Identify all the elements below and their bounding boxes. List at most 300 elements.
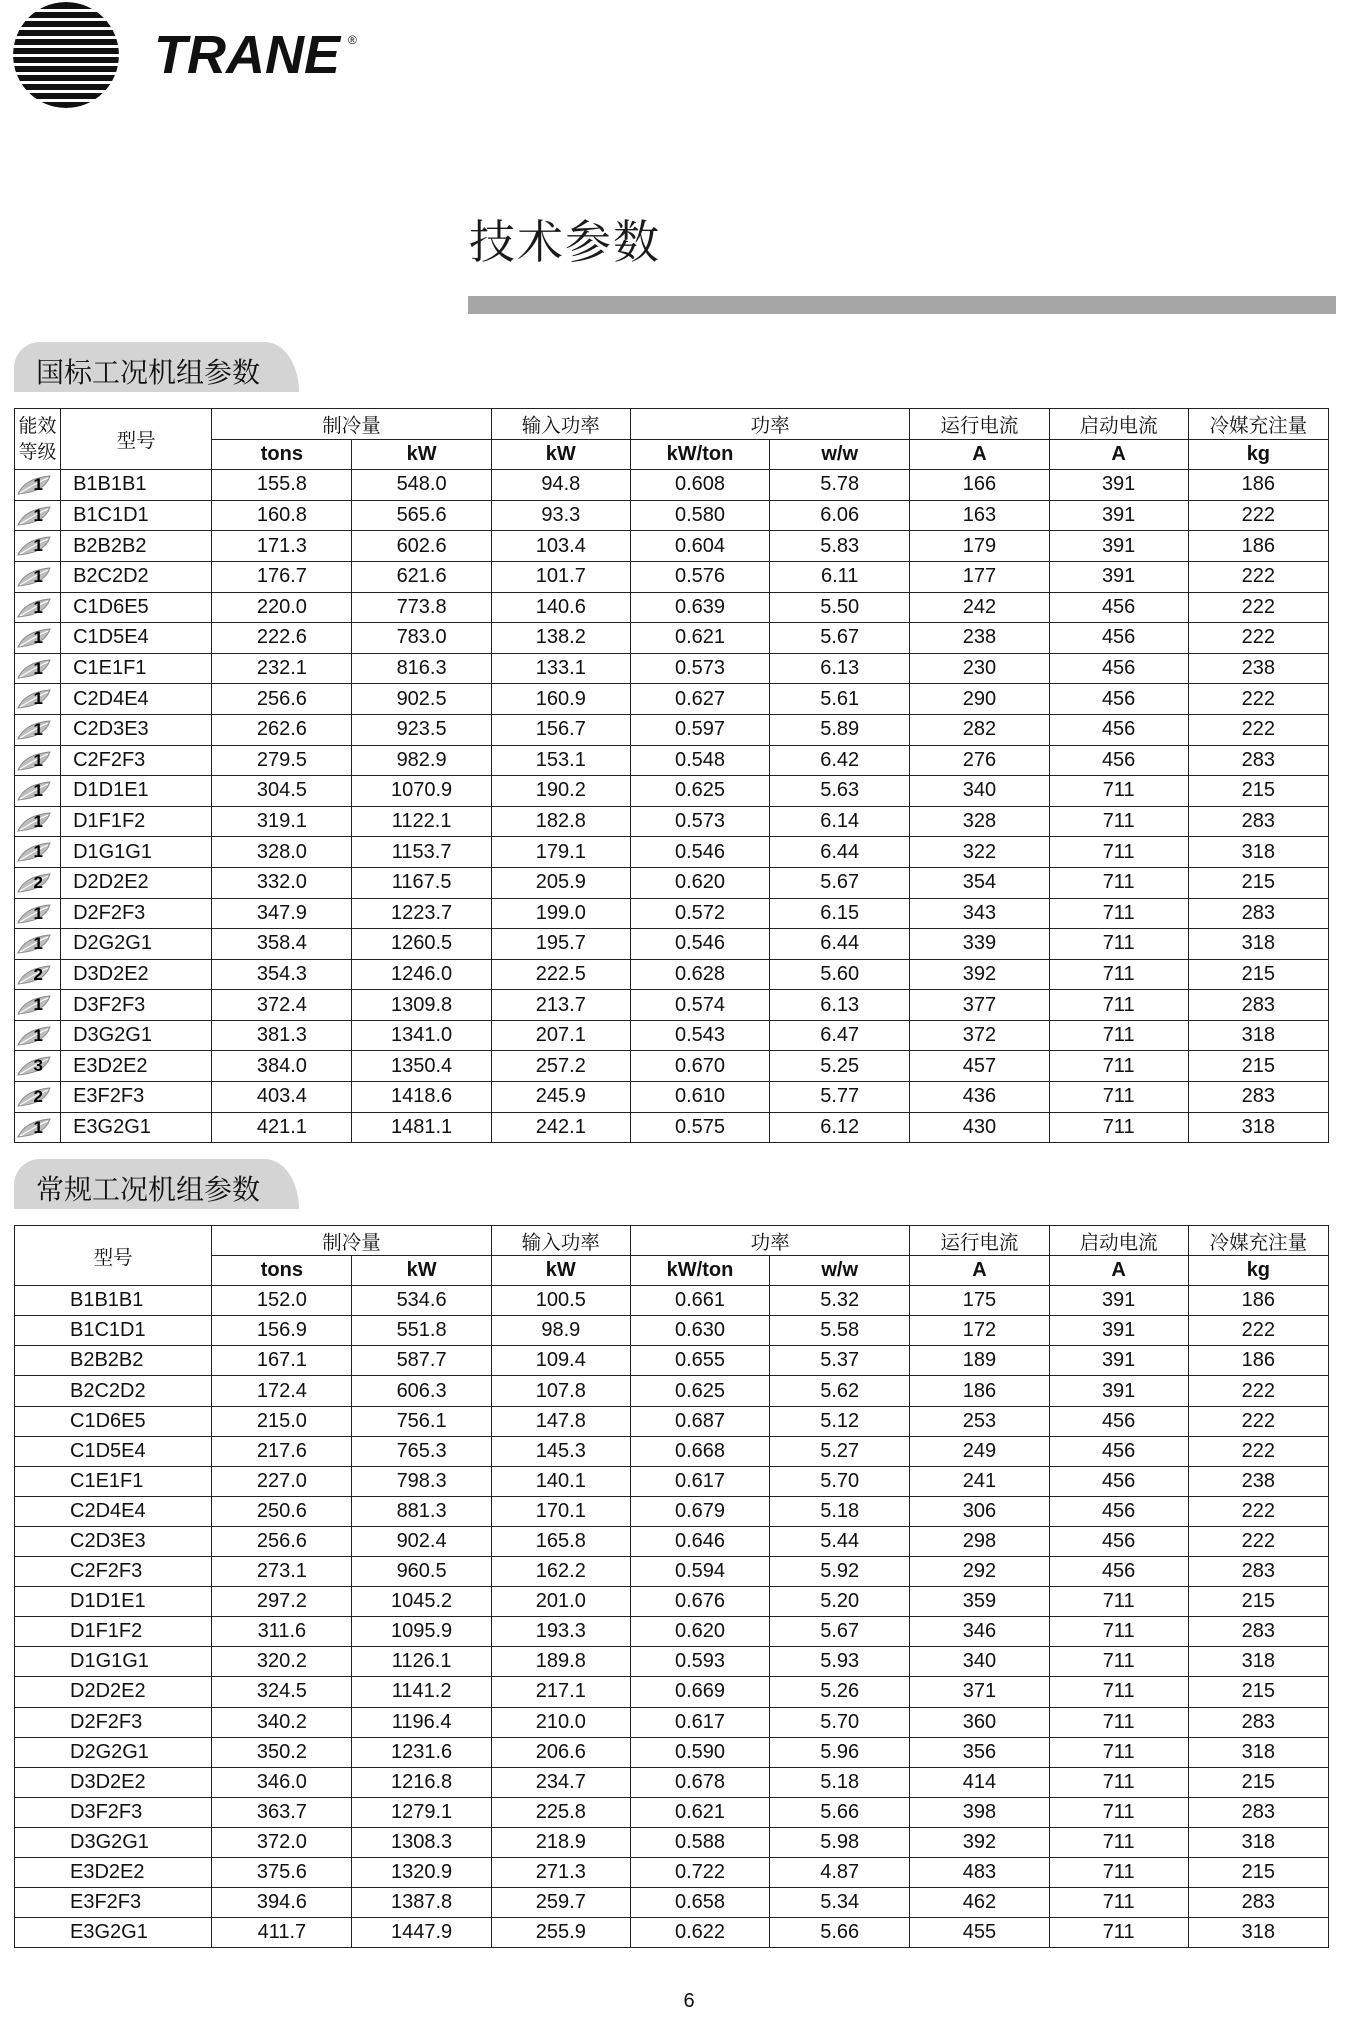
model-cell: E3F2F3 bbox=[61, 1082, 212, 1113]
value-cell: 456 bbox=[1049, 1466, 1188, 1496]
value-cell: 5.66 bbox=[770, 1797, 910, 1827]
table-row bbox=[15, 1376, 1329, 1406]
value-cell: 0.594 bbox=[630, 1557, 769, 1587]
section-title: 常规工况机组参数 bbox=[36, 1173, 261, 1206]
value-cell: 5.67 bbox=[770, 867, 910, 898]
value-cell: 392 bbox=[910, 959, 1049, 990]
value-cell: 242 bbox=[910, 592, 1049, 623]
value-cell: 189 bbox=[910, 1346, 1049, 1376]
value-cell: 283 bbox=[1188, 1082, 1328, 1113]
value-cell: 1167.5 bbox=[352, 867, 491, 898]
value-cell: 241 bbox=[910, 1466, 1049, 1496]
energy-grade-number: 2 bbox=[33, 1087, 43, 1107]
model-cell: D1G1G1 bbox=[61, 837, 212, 868]
value-cell: 0.676 bbox=[630, 1587, 769, 1617]
value-cell: 356 bbox=[910, 1737, 1049, 1767]
table-row bbox=[15, 898, 1329, 929]
value-cell: 375.6 bbox=[212, 1857, 352, 1887]
value-cell: 340.2 bbox=[212, 1707, 352, 1737]
table-row bbox=[15, 470, 1329, 501]
value-cell: 5.77 bbox=[770, 1082, 910, 1113]
energy-grade-badge bbox=[16, 689, 60, 709]
value-cell: 6.06 bbox=[770, 500, 910, 531]
value-cell: 6.11 bbox=[770, 561, 910, 592]
value-cell: 1070.9 bbox=[352, 776, 491, 807]
value-cell: 5.44 bbox=[770, 1526, 910, 1556]
unit-header: w/w bbox=[770, 439, 910, 470]
value-cell: 1309.8 bbox=[352, 990, 491, 1021]
energy-grade-badge bbox=[16, 842, 60, 862]
value-cell: 222 bbox=[1188, 684, 1328, 715]
value-cell: 217.6 bbox=[212, 1436, 352, 1466]
value-cell: 311.6 bbox=[212, 1617, 352, 1647]
value-cell: 456 bbox=[1049, 684, 1188, 715]
grade-cell bbox=[15, 561, 61, 592]
value-cell: 215 bbox=[1188, 1857, 1328, 1887]
value-cell: 155.8 bbox=[212, 470, 352, 501]
value-cell: 0.588 bbox=[630, 1827, 769, 1857]
value-cell: 190.2 bbox=[491, 776, 630, 807]
model-cell: D3D2E2 bbox=[61, 959, 212, 990]
model-cell: D2D2E2 bbox=[15, 1677, 212, 1707]
value-cell: 391 bbox=[1049, 561, 1188, 592]
value-cell: 398 bbox=[910, 1797, 1049, 1827]
energy-grade-number: 1 bbox=[33, 475, 43, 495]
model-cell: D1F1F2 bbox=[61, 806, 212, 837]
grade-cell bbox=[15, 1020, 61, 1051]
value-cell: 227.0 bbox=[212, 1466, 352, 1496]
table-row bbox=[15, 1286, 1329, 1316]
table-row bbox=[15, 714, 1329, 745]
value-cell: 276 bbox=[910, 745, 1049, 776]
value-cell: 5.58 bbox=[770, 1316, 910, 1346]
value-cell: 0.580 bbox=[630, 500, 769, 531]
value-cell: 318 bbox=[1188, 1020, 1328, 1051]
unit-header: A bbox=[910, 1256, 1049, 1286]
energy-grade-number: 1 bbox=[33, 628, 43, 648]
value-cell: 156.7 bbox=[491, 714, 630, 745]
header-efficiency: 功率 bbox=[630, 409, 909, 440]
model-cell: E3G2G1 bbox=[61, 1112, 212, 1143]
model-cell: D1G1G1 bbox=[15, 1647, 212, 1677]
value-cell: 1141.2 bbox=[352, 1677, 491, 1707]
section-tab-regular-condition bbox=[14, 1159, 299, 1209]
value-cell: 0.621 bbox=[630, 623, 769, 654]
value-cell: 179 bbox=[910, 531, 1049, 562]
value-cell: 230 bbox=[910, 653, 1049, 684]
value-cell: 222 bbox=[1188, 1376, 1328, 1406]
value-cell: 960.5 bbox=[352, 1557, 491, 1587]
unit-header: A bbox=[1049, 439, 1188, 470]
header-refrigerant: 冷媒充注量 bbox=[1188, 409, 1328, 440]
table-row bbox=[15, 806, 1329, 837]
value-cell: 133.1 bbox=[491, 653, 630, 684]
value-cell: 5.32 bbox=[770, 1286, 910, 1316]
table-row bbox=[15, 1496, 1329, 1526]
value-cell: 156.9 bbox=[212, 1316, 352, 1346]
value-cell: 1308.3 bbox=[352, 1827, 491, 1857]
model-cell: D2F2F3 bbox=[61, 898, 212, 929]
energy-grade-badge bbox=[16, 751, 60, 771]
table-row bbox=[15, 1526, 1329, 1556]
model-cell: B1C1D1 bbox=[61, 500, 212, 531]
model-cell: D2D2E2 bbox=[61, 867, 212, 898]
value-cell: 430 bbox=[910, 1112, 1049, 1143]
value-cell: 5.25 bbox=[770, 1051, 910, 1082]
value-cell: 0.604 bbox=[630, 531, 769, 562]
value-cell: 222 bbox=[1188, 1316, 1328, 1346]
value-cell: 283 bbox=[1188, 1797, 1328, 1827]
value-cell: 5.83 bbox=[770, 531, 910, 562]
table-row bbox=[15, 1316, 1329, 1346]
value-cell: 172 bbox=[910, 1316, 1049, 1346]
value-cell: 5.89 bbox=[770, 714, 910, 745]
energy-grade-badge bbox=[16, 628, 60, 648]
model-cell: B2B2B2 bbox=[15, 1346, 212, 1376]
grade-cell bbox=[15, 1112, 61, 1143]
value-cell: 215 bbox=[1188, 1051, 1328, 1082]
value-cell: 304.5 bbox=[212, 776, 352, 807]
value-cell: 215 bbox=[1188, 867, 1328, 898]
model-cell: E3D2E2 bbox=[61, 1051, 212, 1082]
value-cell: 262.6 bbox=[212, 714, 352, 745]
value-cell: 324.5 bbox=[212, 1677, 352, 1707]
table-row bbox=[15, 776, 1329, 807]
energy-grade-badge bbox=[16, 934, 60, 954]
value-cell: 5.93 bbox=[770, 1647, 910, 1677]
value-cell: 165.8 bbox=[491, 1526, 630, 1556]
table-row bbox=[15, 1707, 1329, 1737]
value-cell: 394.6 bbox=[212, 1888, 352, 1918]
energy-grade-number: 1 bbox=[33, 566, 43, 586]
value-cell: 711 bbox=[1049, 1888, 1188, 1918]
value-cell: 283 bbox=[1188, 1707, 1328, 1737]
model-cell: D3F2F3 bbox=[15, 1797, 212, 1827]
value-cell: 297.2 bbox=[212, 1587, 352, 1617]
value-cell: 756.1 bbox=[352, 1406, 491, 1436]
value-cell: 0.722 bbox=[630, 1857, 769, 1887]
grade-cell bbox=[15, 959, 61, 990]
table-row bbox=[15, 531, 1329, 562]
energy-grade-badge bbox=[16, 506, 60, 526]
value-cell: 5.61 bbox=[770, 684, 910, 715]
value-cell: 1341.0 bbox=[352, 1020, 491, 1051]
value-cell: 215.0 bbox=[212, 1406, 352, 1436]
grade-cell bbox=[15, 837, 61, 868]
value-cell: 94.8 bbox=[491, 470, 630, 501]
header-input-power: 输入功率 bbox=[491, 1226, 630, 1256]
model-cell: C2D3E3 bbox=[61, 714, 212, 745]
energy-grade-badge bbox=[16, 720, 60, 740]
value-cell: 360 bbox=[910, 1707, 1049, 1737]
section-title: 国标工况机组参数 bbox=[36, 356, 261, 389]
value-cell: 256.6 bbox=[212, 684, 352, 715]
table-row bbox=[15, 623, 1329, 654]
value-cell: 273.1 bbox=[212, 1557, 352, 1587]
value-cell: 215 bbox=[1188, 1677, 1328, 1707]
model-cell: C1D6E5 bbox=[15, 1406, 212, 1436]
value-cell: 222 bbox=[1188, 1436, 1328, 1466]
value-cell: 5.12 bbox=[770, 1406, 910, 1436]
model-cell: D3G2G1 bbox=[61, 1020, 212, 1051]
value-cell: 0.593 bbox=[630, 1647, 769, 1677]
value-cell: 171.3 bbox=[212, 531, 352, 562]
header-cooling: 制冷量 bbox=[212, 409, 491, 440]
table-row bbox=[15, 653, 1329, 684]
value-cell: 421.1 bbox=[212, 1112, 352, 1143]
value-cell: 5.92 bbox=[770, 1557, 910, 1587]
table-row bbox=[15, 745, 1329, 776]
value-cell: 982.9 bbox=[352, 745, 491, 776]
energy-grade-badge bbox=[16, 1026, 60, 1046]
value-cell: 1260.5 bbox=[352, 929, 491, 960]
grade-cell bbox=[15, 623, 61, 654]
value-cell: 391 bbox=[1049, 470, 1188, 501]
grade-cell bbox=[15, 531, 61, 562]
value-cell: 318 bbox=[1188, 929, 1328, 960]
unit-header: kW bbox=[352, 439, 491, 470]
value-cell: 249 bbox=[910, 1436, 1049, 1466]
value-cell: 5.67 bbox=[770, 623, 910, 654]
value-cell: 391 bbox=[1049, 1376, 1188, 1406]
value-cell: 372.4 bbox=[212, 990, 352, 1021]
value-cell: 6.13 bbox=[770, 990, 910, 1021]
value-cell: 902.5 bbox=[352, 684, 491, 715]
value-cell: 283 bbox=[1188, 806, 1328, 837]
value-cell: 606.3 bbox=[352, 1376, 491, 1406]
table-row bbox=[15, 1677, 1329, 1707]
value-cell: 343 bbox=[910, 898, 1049, 929]
value-cell: 0.617 bbox=[630, 1466, 769, 1496]
value-cell: 217.1 bbox=[491, 1677, 630, 1707]
value-cell: 234.7 bbox=[491, 1767, 630, 1797]
value-cell: 923.5 bbox=[352, 714, 491, 745]
value-cell: 215 bbox=[1188, 1767, 1328, 1797]
model-cell: C1D5E4 bbox=[15, 1436, 212, 1466]
value-cell: 403.4 bbox=[212, 1082, 352, 1113]
value-cell: 222.5 bbox=[491, 959, 630, 990]
value-cell: 328.0 bbox=[212, 837, 352, 868]
table-row bbox=[15, 1767, 1329, 1797]
energy-grade-number: 1 bbox=[33, 903, 43, 923]
value-cell: 1126.1 bbox=[352, 1647, 491, 1677]
energy-grade-number: 1 bbox=[33, 934, 43, 954]
value-cell: 145.3 bbox=[491, 1436, 630, 1466]
value-cell: 0.669 bbox=[630, 1677, 769, 1707]
value-cell: 711 bbox=[1049, 1617, 1188, 1647]
header-grade: 能效等级 bbox=[15, 409, 61, 470]
value-cell: 0.610 bbox=[630, 1082, 769, 1113]
value-cell: 0.625 bbox=[630, 776, 769, 807]
energy-grade-badge bbox=[16, 598, 60, 618]
value-cell: 100.5 bbox=[491, 1286, 630, 1316]
value-cell: 1153.7 bbox=[352, 837, 491, 868]
value-cell: 257.2 bbox=[491, 1051, 630, 1082]
table-row bbox=[15, 592, 1329, 623]
energy-grade-number: 1 bbox=[33, 536, 43, 556]
value-cell: 189.8 bbox=[491, 1647, 630, 1677]
energy-grade-number: 2 bbox=[33, 872, 43, 892]
value-cell: 0.630 bbox=[630, 1316, 769, 1346]
value-cell: 306 bbox=[910, 1496, 1049, 1526]
value-cell: 711 bbox=[1049, 1767, 1188, 1797]
value-cell: 322 bbox=[910, 837, 1049, 868]
value-cell: 215 bbox=[1188, 959, 1328, 990]
value-cell: 1279.1 bbox=[352, 1797, 491, 1827]
value-cell: 1095.9 bbox=[352, 1617, 491, 1647]
header-starting-current: 启动电流 bbox=[1049, 1226, 1188, 1256]
energy-grade-number: 1 bbox=[33, 750, 43, 770]
value-cell: 0.622 bbox=[630, 1918, 769, 1948]
value-cell: 172.4 bbox=[212, 1376, 352, 1406]
grade-cell bbox=[15, 806, 61, 837]
value-cell: 711 bbox=[1049, 806, 1188, 837]
value-cell: 5.34 bbox=[770, 1888, 910, 1918]
grade-cell bbox=[15, 684, 61, 715]
value-cell: 0.646 bbox=[630, 1526, 769, 1556]
energy-grade-badge bbox=[16, 536, 60, 556]
table-row bbox=[15, 1737, 1329, 1767]
title-divider-bar bbox=[468, 296, 1336, 314]
value-cell: 5.62 bbox=[770, 1376, 910, 1406]
value-cell: 282 bbox=[910, 714, 1049, 745]
value-cell: 621.6 bbox=[352, 561, 491, 592]
value-cell: 455 bbox=[910, 1918, 1049, 1948]
unit-header: w/w bbox=[770, 1256, 910, 1286]
table-row bbox=[15, 1918, 1329, 1948]
value-cell: 0.574 bbox=[630, 990, 769, 1021]
value-cell: 372.0 bbox=[212, 1827, 352, 1857]
header-model: 型号 bbox=[15, 1226, 212, 1286]
unit-header: kW/ton bbox=[630, 1256, 769, 1286]
value-cell: 242.1 bbox=[491, 1112, 630, 1143]
value-cell: 483 bbox=[910, 1857, 1049, 1887]
energy-grade-badge bbox=[16, 995, 60, 1015]
value-cell: 1216.8 bbox=[352, 1767, 491, 1797]
grade-cell bbox=[15, 714, 61, 745]
value-cell: 363.7 bbox=[212, 1797, 352, 1827]
value-cell: 250.6 bbox=[212, 1496, 352, 1526]
value-cell: 711 bbox=[1049, 1112, 1188, 1143]
value-cell: 6.12 bbox=[770, 1112, 910, 1143]
value-cell: 456 bbox=[1049, 1526, 1188, 1556]
value-cell: 0.620 bbox=[630, 1617, 769, 1647]
energy-grade-badge bbox=[16, 873, 60, 893]
model-cell: D3G2G1 bbox=[15, 1827, 212, 1857]
unit-header: A bbox=[910, 439, 1049, 470]
value-cell: 816.3 bbox=[352, 653, 491, 684]
energy-grade-badge bbox=[16, 567, 60, 587]
value-cell: 5.37 bbox=[770, 1346, 910, 1376]
value-cell: 186 bbox=[1188, 1346, 1328, 1376]
value-cell: 0.617 bbox=[630, 1707, 769, 1737]
table-row bbox=[15, 1827, 1329, 1857]
value-cell: 210.0 bbox=[491, 1707, 630, 1737]
value-cell: 414 bbox=[910, 1767, 1049, 1797]
value-cell: 391 bbox=[1049, 500, 1188, 531]
model-cell: C2D3E3 bbox=[15, 1526, 212, 1556]
value-cell: 798.3 bbox=[352, 1466, 491, 1496]
value-cell: 98.9 bbox=[491, 1316, 630, 1346]
header-running-current: 运行电流 bbox=[910, 409, 1049, 440]
value-cell: 359 bbox=[910, 1587, 1049, 1617]
value-cell: 283 bbox=[1188, 745, 1328, 776]
value-cell: 238 bbox=[910, 623, 1049, 654]
table-row bbox=[15, 929, 1329, 960]
value-cell: 205.9 bbox=[491, 867, 630, 898]
value-cell: 372 bbox=[910, 1020, 1049, 1051]
value-cell: 534.6 bbox=[352, 1286, 491, 1316]
value-cell: 290 bbox=[910, 684, 1049, 715]
value-cell: 222 bbox=[1188, 714, 1328, 745]
value-cell: 160.8 bbox=[212, 500, 352, 531]
brand-name: TRANE bbox=[154, 25, 340, 85]
energy-grade-badge bbox=[16, 475, 60, 495]
model-cell: C1D5E4 bbox=[61, 623, 212, 654]
value-cell: 220.0 bbox=[212, 592, 352, 623]
value-cell: 93.3 bbox=[491, 500, 630, 531]
value-cell: 354 bbox=[910, 867, 1049, 898]
value-cell: 5.70 bbox=[770, 1707, 910, 1737]
value-cell: 456 bbox=[1049, 1436, 1188, 1466]
value-cell: 6.44 bbox=[770, 929, 910, 960]
value-cell: 195.7 bbox=[491, 929, 630, 960]
value-cell: 358.4 bbox=[212, 929, 352, 960]
value-cell: 213.7 bbox=[491, 990, 630, 1021]
value-cell: 456 bbox=[1049, 623, 1188, 654]
value-cell: 1231.6 bbox=[352, 1737, 491, 1767]
value-cell: 259.7 bbox=[491, 1888, 630, 1918]
value-cell: 0.655 bbox=[630, 1346, 769, 1376]
model-cell: C2F2F3 bbox=[15, 1557, 212, 1587]
value-cell: 711 bbox=[1049, 929, 1188, 960]
unit-header: kg bbox=[1188, 439, 1328, 470]
value-cell: 0.658 bbox=[630, 1888, 769, 1918]
value-cell: 6.44 bbox=[770, 837, 910, 868]
value-cell: 551.8 bbox=[352, 1316, 491, 1346]
value-cell: 565.6 bbox=[352, 500, 491, 531]
table-row bbox=[15, 1617, 1329, 1647]
value-cell: 107.8 bbox=[491, 1376, 630, 1406]
table-row bbox=[15, 1888, 1329, 1918]
value-cell: 318 bbox=[1188, 1827, 1328, 1857]
table-row bbox=[15, 1857, 1329, 1887]
value-cell: 199.0 bbox=[491, 898, 630, 929]
value-cell: 253 bbox=[910, 1406, 1049, 1436]
value-cell: 711 bbox=[1049, 990, 1188, 1021]
model-cell: D1F1F2 bbox=[15, 1617, 212, 1647]
value-cell: 902.4 bbox=[352, 1526, 491, 1556]
value-cell: 109.4 bbox=[491, 1346, 630, 1376]
value-cell: 339 bbox=[910, 929, 1049, 960]
model-cell: E3F2F3 bbox=[15, 1888, 212, 1918]
value-cell: 587.7 bbox=[352, 1346, 491, 1376]
value-cell: 215 bbox=[1188, 1587, 1328, 1617]
value-cell: 1122.1 bbox=[352, 806, 491, 837]
value-cell: 350.2 bbox=[212, 1737, 352, 1767]
value-cell: 6.42 bbox=[770, 745, 910, 776]
energy-grade-badge bbox=[16, 904, 60, 924]
value-cell: 711 bbox=[1049, 898, 1188, 929]
value-cell: 238 bbox=[1188, 653, 1328, 684]
value-cell: 1447.9 bbox=[352, 1918, 491, 1948]
value-cell: 193.3 bbox=[491, 1617, 630, 1647]
value-cell: 711 bbox=[1049, 1918, 1188, 1948]
value-cell: 279.5 bbox=[212, 745, 352, 776]
value-cell: 271.3 bbox=[491, 1857, 630, 1887]
value-cell: 0.679 bbox=[630, 1496, 769, 1526]
value-cell: 0.573 bbox=[630, 806, 769, 837]
